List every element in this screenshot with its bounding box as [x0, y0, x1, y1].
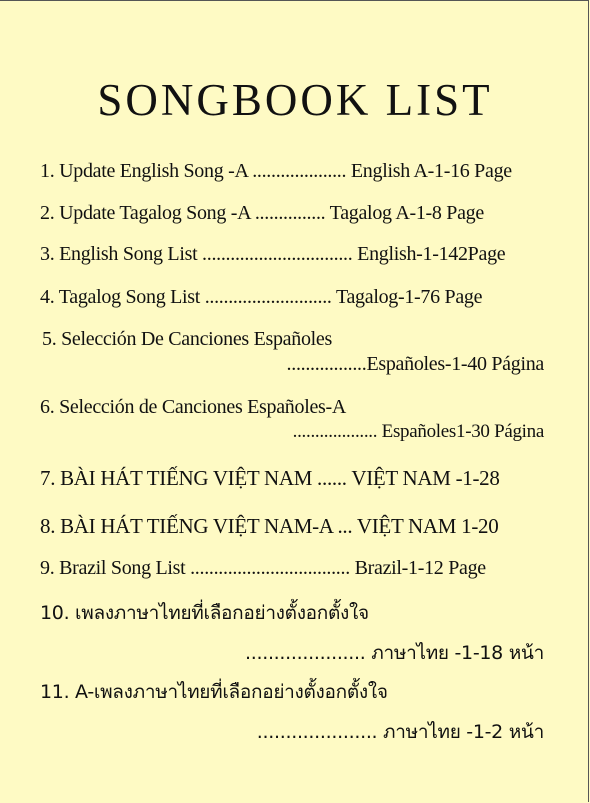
list-item-text: 7. BÀI HÁT TIẾNG VIỆT NAM ...... VIỆT NAM -1-28 — [40, 466, 500, 490]
list-item — [40, 514, 544, 539]
list-item-page-ref: ................... Españoles1-30 Página — [292, 421, 544, 442]
list-item — [42, 328, 544, 376]
list-item-text: 5. Selección De Canciones Españoles — [42, 328, 332, 350]
list-item — [40, 286, 544, 309]
list-item — [40, 243, 544, 266]
list-item-text: 2. Update Tagalog Song -A ............... Tagalog A-1-8 Page — [40, 202, 484, 224]
list-item-page-ref: ..................... ภาษาไทย -1-2 หน้า — [256, 721, 544, 743]
list-item-text: 9. Brazil Song List .................................. Brazil-1-12 Page — [40, 557, 486, 579]
page-title: SONGBOOK LIST — [97, 75, 493, 125]
list-item — [40, 557, 544, 580]
list-item — [40, 396, 544, 443]
list-item-page-ref: .................Españoles-1-40 Página — [286, 353, 544, 375]
list-item-text: 1. Update English Song -A .................... English A-1-16 Page — [40, 160, 512, 182]
list-item — [40, 160, 544, 183]
list-item — [40, 466, 544, 491]
list-item-text: 8. BÀI HÁT TIẾNG VIỆT NAM-A ... VIỆT NAM 1-20 — [40, 514, 499, 538]
list-item-page-ref: ..................... ภาษาไทย -1-18 หน้า — [244, 642, 544, 664]
list-item-text: 4. Tagalog Song List ........................... Tagalog-1-76 Page — [40, 286, 483, 308]
list-item-text: 3. English Song List ................................ English-1-142Page — [40, 243, 506, 265]
list-item — [40, 677, 544, 747]
list-item — [40, 598, 544, 668]
list-item-text: 11. A-เพลงภาษาไทยที่เลือกอย่างตั้งอกตั้งใจ — [40, 681, 388, 703]
list-item-text: 6. Selección de Canciones Españoles-A — [40, 396, 347, 418]
list-item-text: 10. เพลงภาษาไทยที่เลือกอย่างตั้งอกตั้งใจ — [40, 602, 369, 624]
list-item — [40, 202, 544, 225]
